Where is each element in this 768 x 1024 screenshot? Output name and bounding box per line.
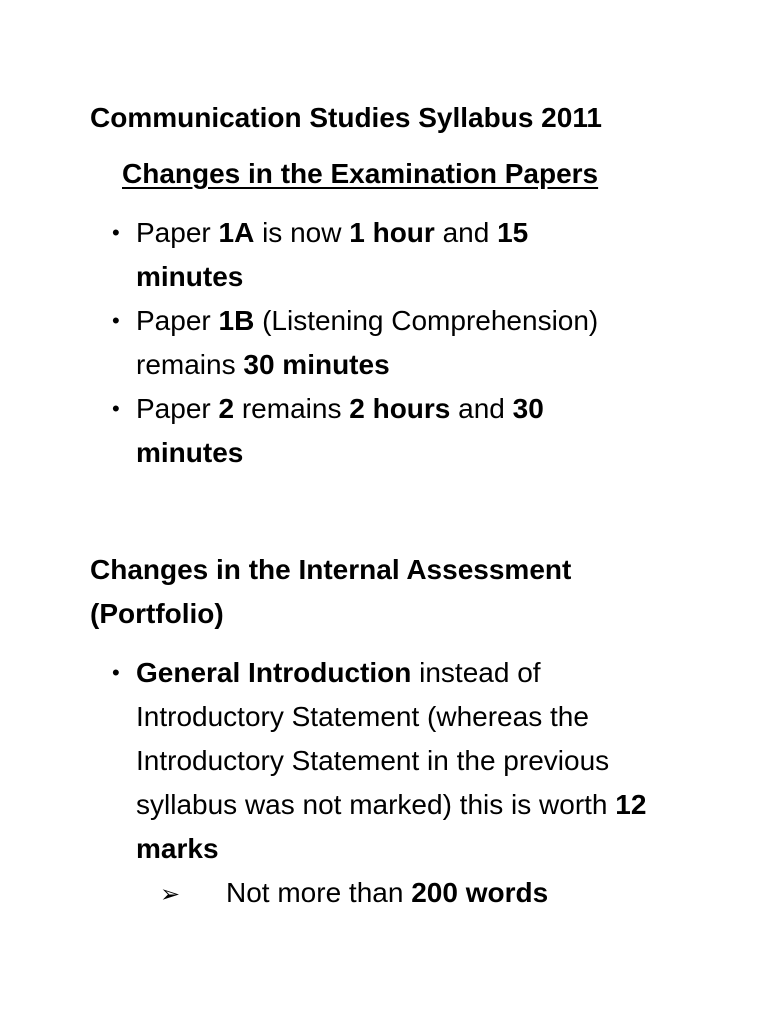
document-title: Communication Studies Syllabus 2011 xyxy=(90,102,602,133)
exam-changes-heading: Changes in the Examination Papers xyxy=(122,158,599,189)
item-bold-text: 2 hours xyxy=(349,393,451,424)
item-text: instead of Introductory Statement (whereas the Introductory Statement in the previous syllabus was not marked) this is worth xyxy=(136,657,616,820)
bullet-icon: • xyxy=(112,396,120,421)
item-bold-text: 15 minutes xyxy=(136,217,529,292)
item-bold-text: 30 minutes xyxy=(136,393,544,468)
list-item xyxy=(112,211,612,299)
bullet-icon: • xyxy=(112,308,120,333)
item-bold-text: General Introduction xyxy=(136,657,412,688)
item-text: Paper xyxy=(136,393,219,424)
item-text: and xyxy=(434,217,498,248)
item-text: Not more than xyxy=(226,877,412,908)
list-item xyxy=(112,387,612,475)
bullet-icon: • xyxy=(112,660,120,685)
item-bold-text: 12 marks xyxy=(136,789,647,864)
exam-changes-list xyxy=(112,211,612,475)
item-bold-text: 200 words xyxy=(411,877,549,908)
ia-changes-heading: Changes in the Internal Assessment (Portfolio) xyxy=(90,554,572,629)
ia-changes-list xyxy=(112,651,672,871)
item-text: and xyxy=(450,393,513,424)
arrow-bullet-icon: ➢ xyxy=(160,881,181,908)
item-bold-text: 2 xyxy=(218,393,235,424)
item-bold-text: 30 minutes xyxy=(243,349,390,380)
item-text: Paper xyxy=(136,217,219,248)
item-text: Paper xyxy=(136,305,219,336)
list-item xyxy=(112,299,612,387)
item-text: is now xyxy=(254,217,350,248)
item-text: remains xyxy=(234,393,350,424)
item-text: (Listening Comprehension) remains xyxy=(136,305,599,380)
list-item xyxy=(112,651,672,871)
item-bold-text: 1A xyxy=(218,217,255,248)
sub-list-item xyxy=(160,871,548,917)
bullet-icon: • xyxy=(112,220,120,245)
item-bold-text: 1B xyxy=(218,305,255,336)
item-bold-text: 1 hour xyxy=(349,217,435,248)
